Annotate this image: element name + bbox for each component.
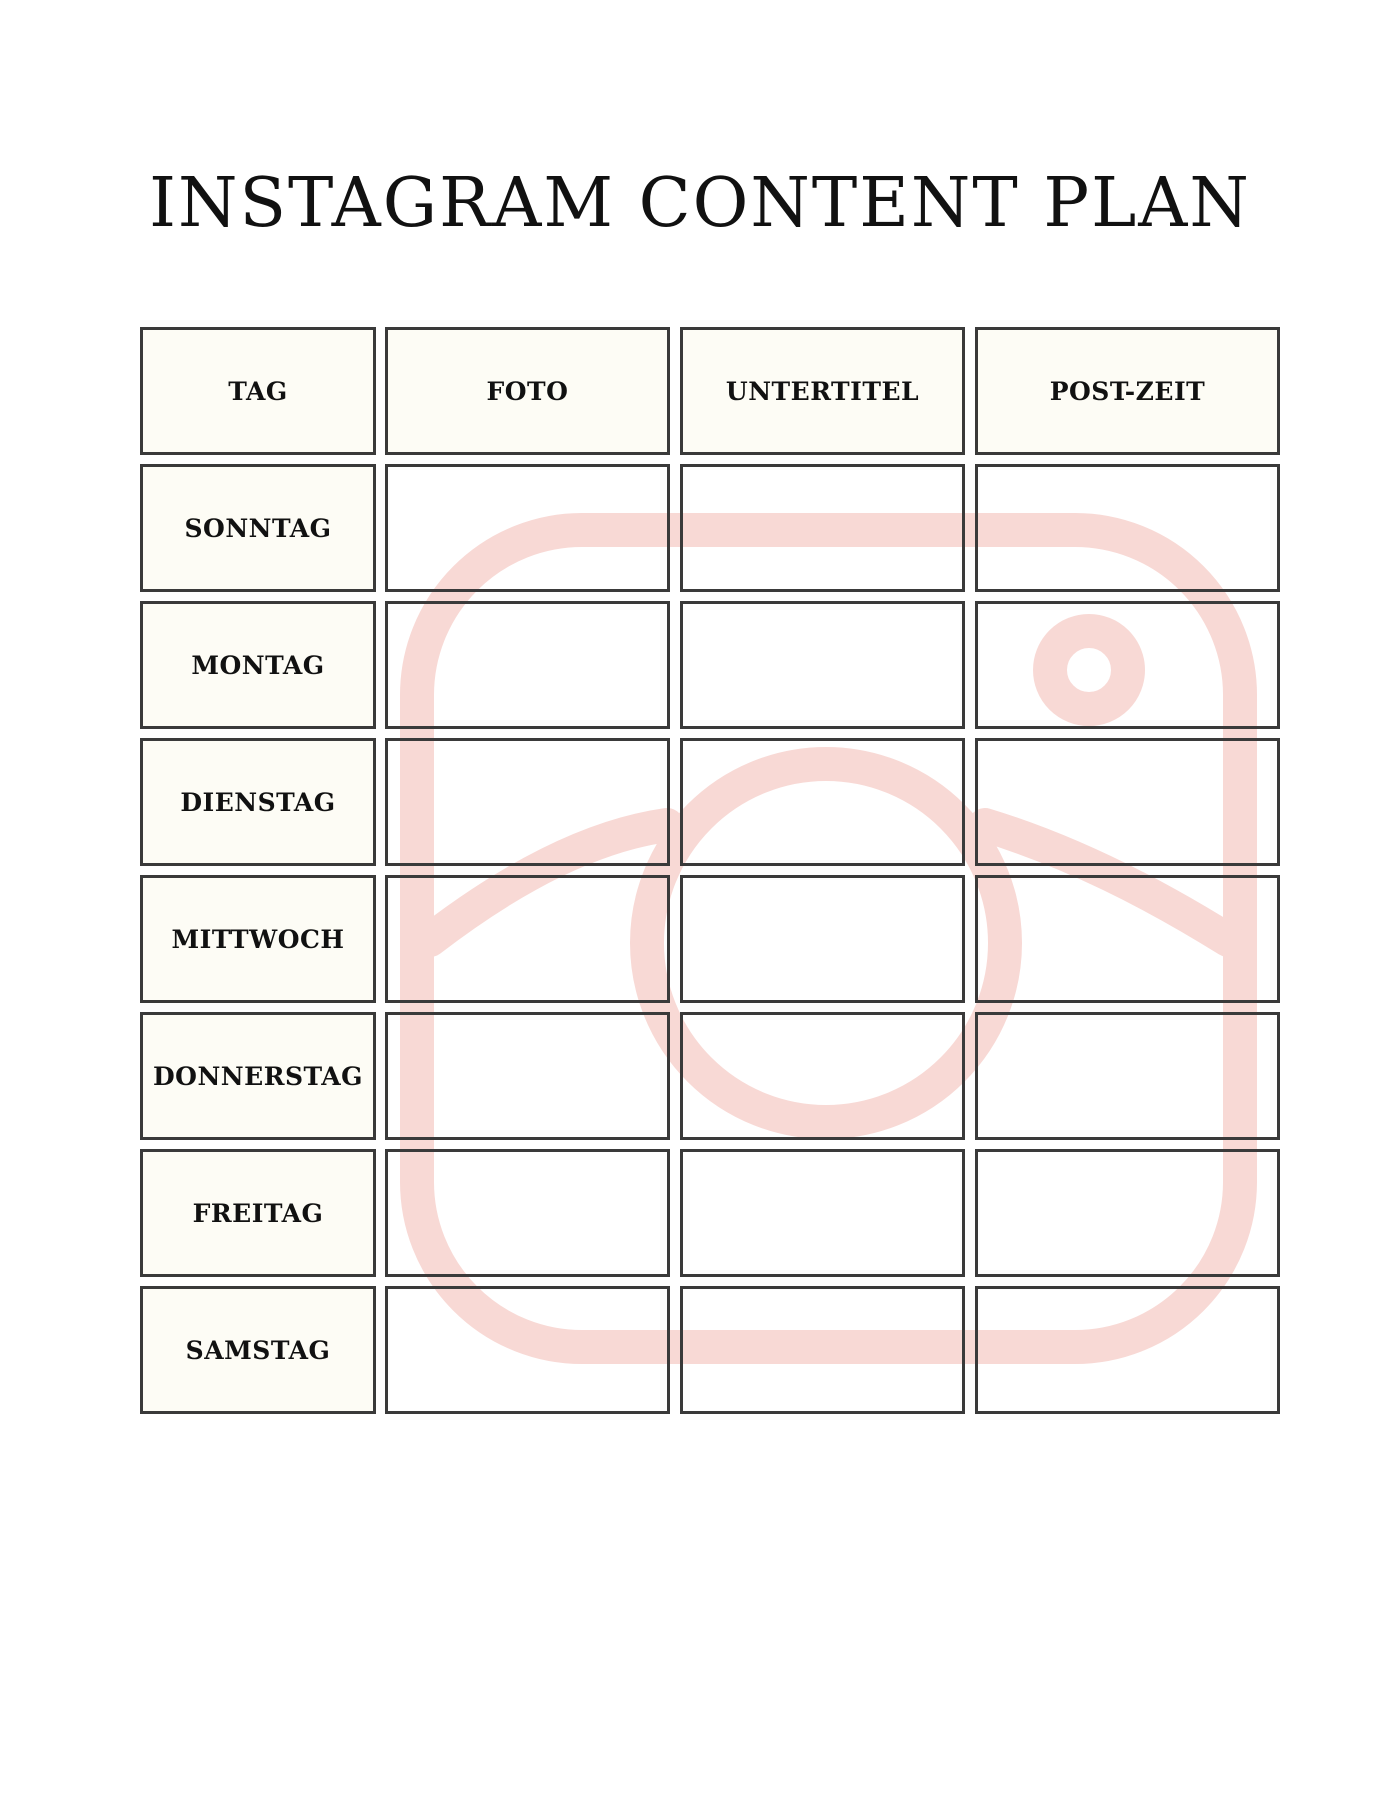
entry-cell-untertitel-sonntag[interactable] bbox=[680, 464, 965, 592]
entry-cell-post-zeit-dienstag[interactable] bbox=[975, 738, 1280, 866]
entry-cell-untertitel-mittwoch[interactable] bbox=[680, 875, 965, 1003]
page-title: INSTAGRAM CONTENT PLAN bbox=[149, 164, 1251, 243]
column-header-tag bbox=[140, 327, 376, 455]
entry-cell-post-zeit-freitag[interactable] bbox=[975, 1149, 1280, 1277]
day-label: MONTAG bbox=[191, 650, 325, 680]
day-label: MITTWOCH bbox=[171, 924, 345, 954]
day-cell-freitag bbox=[140, 1149, 376, 1277]
day-cell-montag bbox=[140, 601, 376, 729]
entry-cell-foto-montag[interactable] bbox=[385, 601, 670, 729]
day-cell-sonntag bbox=[140, 464, 376, 592]
entry-cell-foto-sonntag[interactable] bbox=[385, 464, 670, 592]
entry-cell-post-zeit-montag[interactable] bbox=[975, 601, 1280, 729]
day-label: DIENSTAG bbox=[180, 787, 336, 817]
day-cell-dienstag bbox=[140, 738, 376, 866]
day-cell-donnerstag bbox=[140, 1012, 376, 1140]
entry-cell-post-zeit-samstag[interactable] bbox=[975, 1286, 1280, 1414]
day-cell-samstag bbox=[140, 1286, 376, 1414]
entry-cell-foto-freitag[interactable] bbox=[385, 1149, 670, 1277]
day-label: SONNTAG bbox=[184, 513, 332, 543]
entry-cell-untertitel-dienstag[interactable] bbox=[680, 738, 965, 866]
entry-cell-post-zeit-donnerstag[interactable] bbox=[975, 1012, 1280, 1140]
entry-cell-untertitel-montag[interactable] bbox=[680, 601, 965, 729]
column-header-label: TAG bbox=[228, 376, 288, 406]
column-header-foto bbox=[385, 327, 670, 455]
day-label: DONNERSTAG bbox=[152, 1061, 364, 1091]
entry-cell-untertitel-freitag[interactable] bbox=[680, 1149, 965, 1277]
entry-cell-post-zeit-mittwoch[interactable] bbox=[975, 875, 1280, 1003]
column-header-post-zeit bbox=[975, 327, 1280, 455]
column-header-label: FOTO bbox=[486, 376, 569, 406]
entry-cell-untertitel-donnerstag[interactable] bbox=[680, 1012, 965, 1140]
entry-cell-post-zeit-sonntag[interactable] bbox=[975, 464, 1280, 592]
day-cell-mittwoch bbox=[140, 875, 376, 1003]
entry-cell-foto-mittwoch[interactable] bbox=[385, 875, 670, 1003]
entry-cell-foto-dienstag[interactable] bbox=[385, 738, 670, 866]
column-header-label: UNTERTITEL bbox=[725, 376, 920, 406]
entry-cell-foto-donnerstag[interactable] bbox=[385, 1012, 670, 1140]
column-header-label: POST-ZEIT bbox=[1049, 376, 1206, 406]
column-header-untertitel bbox=[680, 327, 965, 455]
entry-cell-untertitel-samstag[interactable] bbox=[680, 1286, 965, 1414]
day-label: SAMSTAG bbox=[185, 1335, 331, 1365]
day-label: FREITAG bbox=[192, 1198, 324, 1228]
entry-cell-foto-samstag[interactable] bbox=[385, 1286, 670, 1414]
